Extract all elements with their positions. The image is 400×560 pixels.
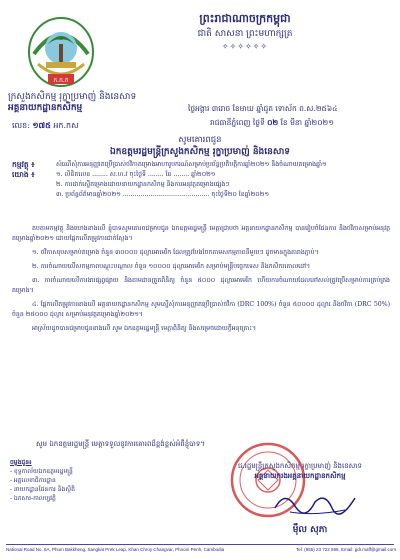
reference-value: ១៧៥ <box>32 121 51 130</box>
recipient-name: ឯកឧត្តមរដ្ឋមន្ត្រីក្រសួងកសិកម្ម រុក្ខាប្រមាញ់ និងនេសាទ <box>110 147 290 157</box>
handwritten-signature <box>270 488 360 518</box>
salutation: សូមគោរពជូន <box>178 135 222 145</box>
cc-list <box>10 458 150 503</box>
national-motto: ជាតិ សាសនា ព្រះមហាក្សត្រ <box>197 29 293 39</box>
body-paragraph: តបតាមកម្មវត្ថុ និងយោងខាងលើ ខ្ញុំបាទសូមគោរពជម្រាបជូន ឯកឧត្តមរដ្ឋមន្ត្រី មេត្តាជ្រាបថា អគ្គនាយកដ្ឋានកសិកម្ម បានរៀបចំផែនការ និងថវិកាសម្រាប់អនុវត្តគម្រោងឆ្នាំ២០២១ ដោយផ្អែកលើតម្រូវការជាក់ស្តែង។ <box>12 225 390 242</box>
reference-label: លេខ: <box>12 121 30 130</box>
cc-title: ចម្លងជូន៖ <box>10 459 32 466</box>
solar-date-month: មីនា <box>290 118 302 127</box>
subject-line: ២. ការដាក់ស្នើគម្រោងដោយនាយកដ្ឋានកសិកម្ម និងការអនុវត្តគម្រោងផ្សេងៗ <box>56 181 230 188</box>
subject-labels <box>12 160 52 180</box>
footer-address: National Road No. 6A, Phum Bakkheng, Sangkat Prek Leap, Khan Chroy Changvar, Phnom Penh, Cambodia <box>6 547 225 552</box>
signatory-title-line: អគ្គនាយករងអគ្គនាយកដ្ឋានកសិកម្ម <box>254 471 346 480</box>
header-ornament: ✧✧✧✧✧✧ <box>221 42 269 51</box>
kingdom-heading: ព្រះរាជាណាចក្រកម្ពុជា <box>199 12 291 25</box>
subject-lines <box>56 160 392 200</box>
signatory-title <box>210 462 390 480</box>
ministry-name: ក្រសួងកសិកម្ម រុក្ខាប្រមាញ់ និងនេសាទ <box>8 92 137 102</box>
subject-label: កម្មវត្ថុ ៖ <box>12 160 35 169</box>
subject-line: ១. លិខិតលេខ ........ ស.ហ.វ ចុះថ្ងៃទី ........ ខែ ........ ឆ្នាំ២០២១ <box>56 171 216 178</box>
department-name: អគ្គនាយកដ្ឋានកសិកម្ម <box>8 103 83 113</box>
body-paragraph: ៣. ការចំណាយលើការងារផ្សព្វផ្សាយ និងតាមដានត្រួតពិនិត្យ ចំនួន ៥០០០ ដុល្លារអាមេរិក ហើយការចំណាយដែលនៅសល់ត្រូវប្រើសម្រាប់ការគ្រប់គ្រងគម្រោង។ <box>12 277 390 294</box>
solar-date-prefix: រាជធានីភ្នំពេញ ថ្ងៃទី <box>210 118 265 127</box>
footer-divider <box>6 544 394 545</box>
solar-date-year: ឆ្នាំ២០២១ <box>304 118 334 127</box>
ministry-block <box>8 92 158 114</box>
cc-item: - អគ្គលេខាធិការដ្ឋាន <box>10 477 56 484</box>
cc-item: - ខុទ្ទកាល័យឯកឧត្តមរដ្ឋមន្ត្រី <box>10 468 73 475</box>
body-paragraph: ២. ការចំណាយលើសកម្មភាពបណ្តុះបណ្តាល ចំនួន ១០០០០ ដុល្លារអាមេរិក សម្រាប់មន្ត្រីបច្ចេកទេស និងកសិករគោលដៅ។ <box>32 263 311 270</box>
cc-item: - នាយកដ្ឋានផែនការ និងស្ថិតិ <box>10 486 75 493</box>
ministry-emblem-icon <box>26 14 96 94</box>
lunar-date: ថ្ងៃអង្គារ ៣រោច ខែមាឃ ឆ្នាំជូត ទោស័ក ព.ស.២៥៦៤ <box>188 104 338 113</box>
subject-line: ៣. ប្រព័ន្ធព័ត៌មានឆ្នាំ២០២១ ............................................ ចុះថ្ងៃទី២០ ខែឆ្នាំ២០២១ <box>56 191 270 198</box>
reference-label-section: យោង ៖ <box>12 170 35 179</box>
body-paragraph: ១. ថវិកាសរុបសម្រាប់គម្រោង ចំនួន ៣០០០០ ដុល្លារអាមេរិក ដែលត្រូវបែងចែកតាមសកម្មភាពនីមួយៗ ដូចមានក្នុងតារាងភ្ជាប់។ <box>32 249 319 256</box>
solar-date-month-label: ខែ <box>280 118 288 127</box>
svg-text:ក.ក.ក: ក.ក.ក <box>53 77 69 84</box>
footer-contact: Tel: (855) 23 722 596, Email: gdr.maff@gmail.com <box>295 547 396 552</box>
body-paragraph: អាស្រ័យដូចបានជម្រាបជូនខាងលើ សូម ឯកឧត្តមរដ្ឋមន្ត្រី មេត្តាពិនិត្យ និងសម្រេចដោយក្តីអនុគ្រោះ។ <box>32 325 257 332</box>
letter-body <box>12 224 390 338</box>
reference-number <box>12 120 79 132</box>
closing-line: សូម ឯកឧត្តមរដ្ឋមន្ត្រី មេត្តាទទួលនូវការគោរពដ៏ខ្ពង់ខ្ពស់អំពីខ្ញុំបាទ។ <box>36 440 205 448</box>
signer-name: ម៉ឹល សុភា <box>292 525 328 535</box>
solar-date-day: ០២ <box>267 118 279 127</box>
body-paragraph: ៤. ផ្អែកលើតម្រូវការខាងលើ អគ្គនាយកដ្ឋានកសិកម្ម សូមស្នើសុំការអនុញ្ញាតប្រើប្រាស់ថវិកា (DRC 100%) ចំនួន ៥០០០០ ដុល្លារ និងថវិកា (DRC 50%) ចំនួន ២៥០០០ ដុល្លារ សម្រាប់អនុវត្តគម្រោងឆ្នាំ២០២១។ <box>12 301 390 318</box>
reference-suffix: អក.កស <box>53 121 79 130</box>
ministry-logo <box>26 14 96 94</box>
cc-item: - ឯកសារ-កាលប្បវត្តិ <box>10 495 56 502</box>
subject-line: សំណើសុំការអនុញ្ញាតប្រើប្រាស់ថវិកាគម្រោងអាហារូបករណ៍សម្រាប់ប្រព័ន្ធប្រតិបត្តិការឆ្នាំ២០២១ និងចំណាយគម្រោងឆ្នាំ១ <box>56 161 327 168</box>
signatory-title-line: ជ.រដ្ឋមន្ត្រីក្រសួងកសិកម្ម រុក្ខាប្រមាញ់ និងនេសាទ <box>237 462 362 470</box>
solar-date <box>210 118 395 129</box>
